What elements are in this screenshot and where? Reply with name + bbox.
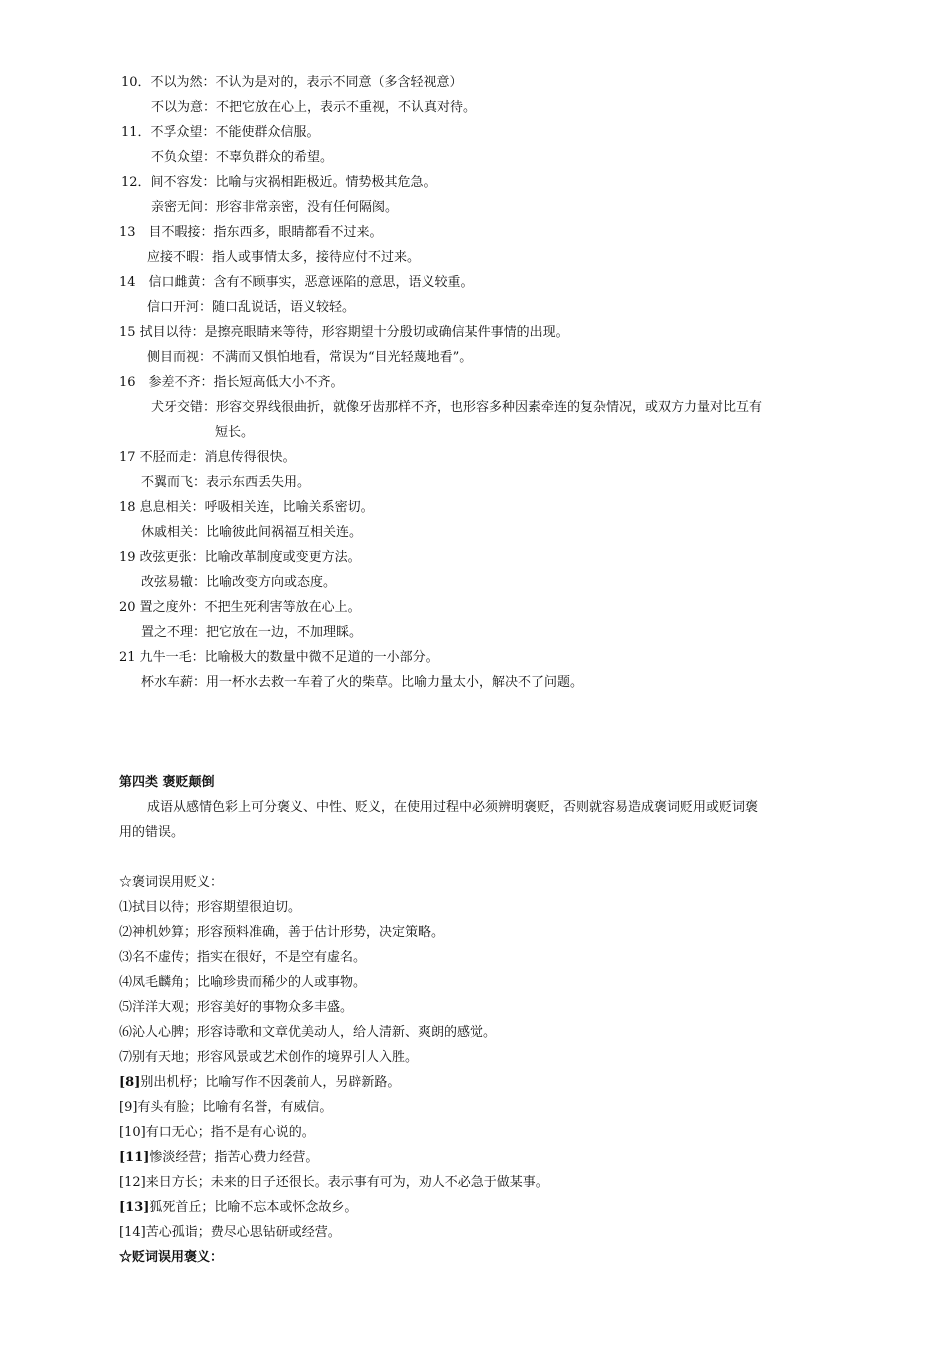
item-text: 别有天地；形容风景或艺术创作的境界引人入胜。 xyxy=(132,1050,419,1065)
idiom-pair-10-main: 10．不以为然：不认为是对的，表示不同意（多含轻视意） xyxy=(121,75,463,90)
praise-item xyxy=(119,924,444,942)
idiom-pair-10-contrast: 不以为意：不把它放在心上，表示不重视，不认真对待。 xyxy=(151,100,477,115)
idiom-pair-14-contrast: 信口开河：随口乱说话，语义较轻。 xyxy=(147,300,356,315)
praise-misuse-heading: ☆褒词误用贬义： xyxy=(119,875,224,890)
idiom-pair-11-contrast: 不负众望：不辜负群众的希望。 xyxy=(151,150,334,165)
section-intro-line-1: 成语从感情色彩上可分褒义、中性、贬义，在使用过程中必须辨明褒贬，否则就容易造成褒词贬用或贬词褒 xyxy=(147,800,759,815)
item-number: ⑸ xyxy=(119,1000,133,1015)
idiom-pair-16-main: 16 参差不齐：指长短高低大小不齐。 xyxy=(119,375,344,390)
item-text: 别出机杼；比喻写作不因袭前人，另辟新路。 xyxy=(140,1075,401,1090)
idiom-pair-18-main: 18 息息相关：呼吸相关连，比喻关系密切。 xyxy=(119,500,374,515)
derog-misuse-heading: ☆贬词误用褒义： xyxy=(119,1250,224,1265)
praise-item xyxy=(119,1149,318,1167)
idiom-pair-11-main: 11．不孚众望：不能使群众信服。 xyxy=(121,125,320,140)
item-number: [9] xyxy=(119,1100,138,1115)
idiom-pair-20-contrast: 置之不理：把它放在一边，不加理睬。 xyxy=(141,625,363,640)
item-number: ⑵ xyxy=(119,925,133,940)
item-number: [10] xyxy=(119,1125,146,1140)
idiom-pair-13-main: 13 目不暇接：指东西多，眼睛都看不过来。 xyxy=(119,225,383,240)
item-text: 洋洋大观；形容美好的事物众多丰盛。 xyxy=(132,1000,354,1015)
section-title: 第四类 褒贬颠倒 xyxy=(119,775,215,790)
idiom-pair-13-contrast: 应接不暇：指人或事情太多，接待应付不过来。 xyxy=(147,250,421,265)
idiom-pair-21-main: 21 九牛一毛：比喻极大的数量中微不足道的一小部分。 xyxy=(119,650,439,665)
item-text: 名不虚传；指实在很好，不是空有虚名。 xyxy=(132,950,367,965)
idiom-pair-14-main: 14 信口雌黄：含有不顾事实，恶意诬陷的意思，语义较重。 xyxy=(119,275,474,290)
idiom-pair-12-contrast: 亲密无间：形容非常亲密，没有任何隔阂。 xyxy=(151,200,399,215)
idiom-pair-17-contrast: 不翼而飞：表示东西丢失用。 xyxy=(141,475,311,490)
item-text: 凤毛麟角；比喻珍贵而稀少的人或事物。 xyxy=(132,975,367,990)
item-number: [11] xyxy=(119,1150,150,1165)
item-number: ⑶ xyxy=(119,950,133,965)
idiom-pair-20-main: 20 置之度外：不把生死利害等放在心上。 xyxy=(119,600,361,615)
item-text: 惨淡经营；指苦心费力经营。 xyxy=(149,1150,319,1165)
item-number: ⑹ xyxy=(119,1025,133,1040)
item-text: 拭目以待；形容期望很迫切。 xyxy=(132,900,302,915)
praise-item xyxy=(119,1124,315,1142)
item-number: [14] xyxy=(119,1225,146,1240)
praise-item xyxy=(119,1024,496,1042)
idiom-pair-16-contrast: 犬牙交错：形容交界线很曲折，就像牙齿那样不齐，也形容多种因素牵连的复杂情况，或双方力量对比互有 xyxy=(151,400,763,415)
praise-item xyxy=(119,1224,341,1242)
praise-item xyxy=(119,899,301,917)
item-text: 神机妙算；形容预料准确，善于估计形势，决定策略。 xyxy=(132,925,445,940)
item-text: 有口无心；指不是有心说的。 xyxy=(145,1125,315,1140)
idiom-pair-19-main: 19 改弦更张：比喻改革制度或变更方法。 xyxy=(119,550,361,565)
item-number: ⑷ xyxy=(119,975,133,990)
idiom-pair-17-main: 17 不胫而走：消息传得很快。 xyxy=(119,450,296,465)
praise-item xyxy=(119,949,366,967)
item-text: 来日方长；未来的日子还很长。表示事有可为，劝人不必急于做某事。 xyxy=(145,1175,549,1190)
praise-item xyxy=(119,1099,332,1117)
idiom-pair-15-main: 15 拭目以待：是擦亮眼睛来等待，形容期望十分殷切或确信某件事情的出现。 xyxy=(119,325,569,340)
item-number: ⑴ xyxy=(119,900,133,915)
item-number: [8] xyxy=(119,1075,141,1090)
praise-item xyxy=(119,999,353,1017)
idiom-pair-16-contrast-cont: 短长。 xyxy=(215,425,255,440)
item-number: [12] xyxy=(119,1175,146,1190)
section-intro-line-2: 用的错误。 xyxy=(119,825,185,840)
praise-item xyxy=(119,974,366,992)
idiom-pair-19-contrast: 改弦易辙：比喻改变方向或态度。 xyxy=(141,575,337,590)
idiom-pair-18-contrast: 休戚相关：比喻彼此间祸福互相关连。 xyxy=(141,525,363,540)
idiom-pair-12-main: 12．间不容发：比喻与灾祸相距极近。情势极其危急。 xyxy=(121,175,437,190)
praise-item xyxy=(119,1049,418,1067)
praise-item xyxy=(119,1199,357,1217)
praise-item xyxy=(119,1174,549,1192)
item-text: 狐死首丘；比喻不忘本或怀念故乡。 xyxy=(149,1200,358,1215)
item-number: [13] xyxy=(119,1200,150,1215)
item-text: 有头有脸；比喻有名誉，有威信。 xyxy=(137,1100,333,1115)
idiom-pair-15-contrast: 侧目而视：不满而又惧怕地看，常误为“目光轻蔑地看”。 xyxy=(147,350,473,365)
item-text: 沁人心脾；形容诗歌和文章优美动人，给人清新、爽朗的感觉。 xyxy=(132,1025,497,1040)
praise-item xyxy=(119,1074,400,1092)
item-text: 苦心孤诣；费尽心思钻研或经营。 xyxy=(145,1225,341,1240)
idiom-pair-21-contrast: 杯水车薪：用一杯水去救一车着了火的柴草。比喻力量太小，解决不了问题。 xyxy=(141,675,584,690)
item-number: ⑺ xyxy=(119,1050,133,1065)
